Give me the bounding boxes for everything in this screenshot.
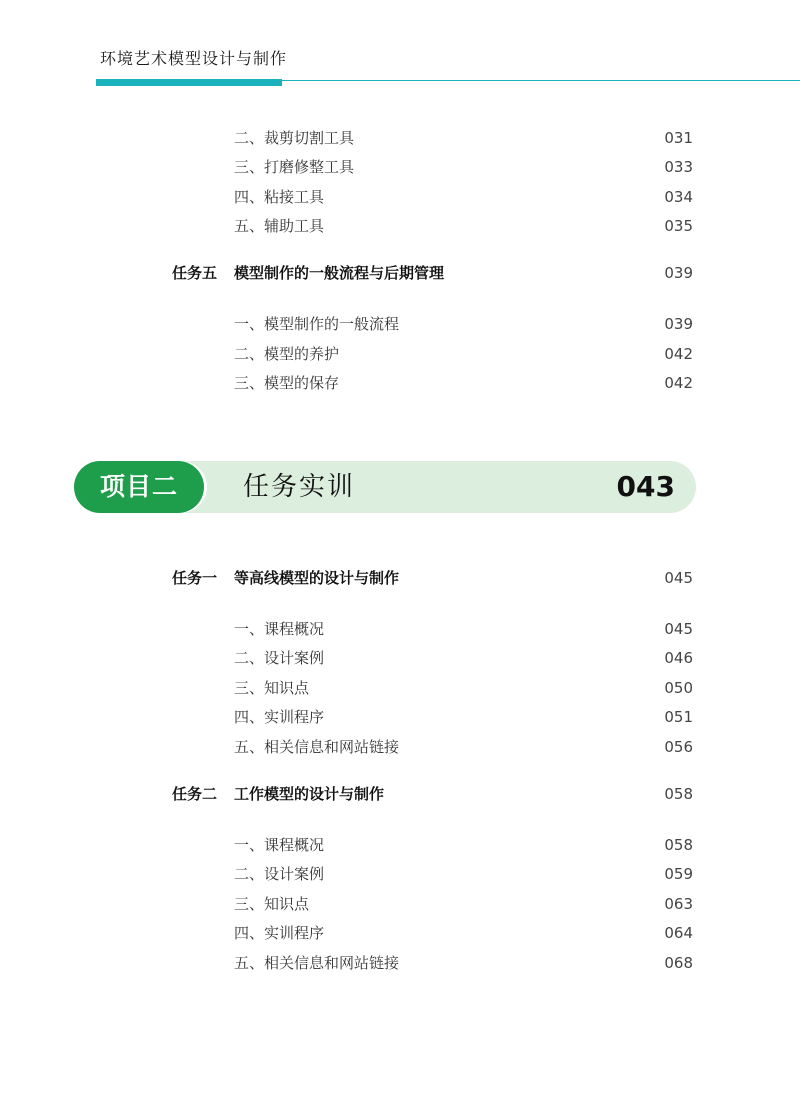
task-title: 模型制作的一般流程与后期管理	[234, 264, 445, 282]
toc-entry-page: 068	[664, 954, 693, 972]
toc-entry[interactable]	[0, 372, 800, 394]
toc-entry[interactable]	[0, 706, 800, 728]
toc-entry[interactable]	[0, 156, 800, 178]
toc-entry-page: 063	[664, 895, 693, 913]
toc-entry-label: 一、课程概况	[234, 620, 325, 638]
toc-entry-page: 031	[664, 129, 693, 147]
toc-entry-label: 二、设计案例	[234, 865, 325, 883]
toc-entry[interactable]	[0, 922, 800, 944]
toc-entry-page: 058	[664, 836, 693, 854]
toc-entry[interactable]	[0, 215, 800, 237]
task-number: 任务二	[172, 785, 218, 803]
project-title: 任务实训	[243, 472, 356, 502]
toc-entry-label: 二、裁剪切割工具	[234, 129, 355, 147]
toc-entry-page: 039	[664, 315, 693, 333]
toc-entry[interactable]	[0, 343, 800, 365]
toc-entry[interactable]	[0, 893, 800, 915]
toc-entry[interactable]	[0, 952, 800, 974]
toc-entry[interactable]	[0, 186, 800, 208]
toc-task-5[interactable]	[0, 262, 800, 284]
toc-entry-label: 一、模型制作的一般流程	[234, 315, 400, 333]
toc-task-2[interactable]	[0, 783, 800, 805]
toc-entry-label: 四、粘接工具	[234, 188, 325, 206]
toc-entry[interactable]	[0, 834, 800, 856]
toc-entry-label: 一、课程概况	[234, 836, 325, 854]
header-rule	[282, 80, 800, 81]
toc-entry[interactable]	[0, 863, 800, 885]
toc-entry-page: 056	[664, 738, 693, 756]
toc-entry-label: 二、模型的养护	[234, 345, 340, 363]
toc-entry-page: 046	[664, 649, 693, 667]
toc-entry-label: 五、辅助工具	[234, 217, 325, 235]
toc-entry-label: 三、知识点	[234, 895, 310, 913]
task-title: 等高线模型的设计与制作	[234, 569, 400, 587]
task-page: 045	[664, 569, 693, 587]
book-title: 环境艺术模型设计与制作	[100, 49, 288, 68]
project-page: 043	[616, 470, 675, 503]
project-tab: 项目二	[74, 461, 204, 513]
task-page: 058	[664, 785, 693, 803]
toc-entry[interactable]	[0, 677, 800, 699]
toc-entry-page: 050	[664, 679, 693, 697]
toc-entry[interactable]	[0, 736, 800, 758]
task-title: 工作模型的设计与制作	[234, 785, 385, 803]
toc-entry-page: 035	[664, 217, 693, 235]
toc-entry-label: 三、知识点	[234, 679, 310, 697]
toc-entry-label: 四、实训程序	[234, 708, 325, 726]
task-number: 任务五	[172, 264, 218, 282]
toc-entry-page: 045	[664, 620, 693, 638]
toc-entry-label: 四、实训程序	[234, 924, 325, 942]
toc-entry-page: 034	[664, 188, 693, 206]
toc-entry-label: 三、打磨修整工具	[234, 158, 355, 176]
toc-entry-page: 033	[664, 158, 693, 176]
toc-entry-label: 五、相关信息和网站链接	[234, 954, 400, 972]
toc-entry[interactable]	[0, 618, 800, 640]
toc-entry-page: 064	[664, 924, 693, 942]
toc-entry-label: 二、设计案例	[234, 649, 325, 667]
toc-entry-page: 051	[664, 708, 693, 726]
task-number: 任务一	[172, 569, 218, 587]
toc-entry-page: 042	[664, 374, 693, 392]
toc-entry[interactable]	[0, 313, 800, 335]
toc-entry[interactable]	[0, 647, 800, 669]
toc-task-1[interactable]	[0, 567, 800, 589]
toc-entry-label: 三、模型的保存	[234, 374, 340, 392]
header-accent-bar	[96, 79, 282, 86]
toc-entry-page: 059	[664, 865, 693, 883]
toc-entry[interactable]	[0, 127, 800, 149]
toc-entry-label: 五、相关信息和网站链接	[234, 738, 400, 756]
task-page: 039	[664, 264, 693, 282]
toc-entry-page: 042	[664, 345, 693, 363]
